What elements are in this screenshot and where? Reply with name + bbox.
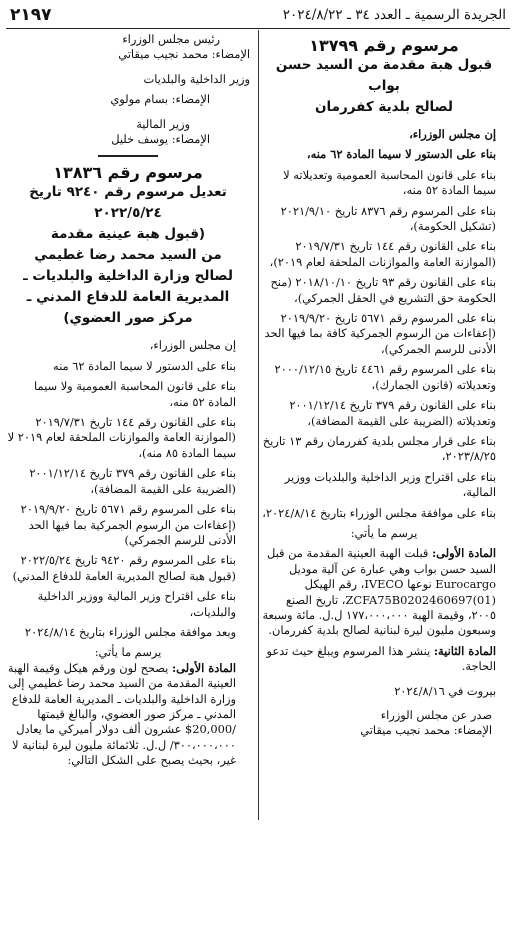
decree-number: مرسوم رقم ١٣٨٣٦ [53,163,203,183]
interior-signature: الإمضاء: بسام مولوي [110,92,210,107]
decree-title-line: تعديل مرسوم رقم ٩٢٤٠ تاريخ ٢٠٢٢/٥/٢٤ [29,184,227,222]
separator-line [98,155,158,157]
basis-line: بناء على القانون رقم ٣٧٩ تاريخ ٢٠٠١/١٢/١٤ (الضريبة على القيمة المضافة)، [29,466,236,496]
basis-line: بناء على المرسوم رقم ٥٦٧١ تاريخ ٢٠١٩/٩/٢٠ (إعفاءات من الرسوم الجمركية كافة بما فيها الحد الأدنى للرسم الجمركي)، [264,311,496,356]
date-line: بيروت في ٢٠٢٤/٨/١٦ [394,683,496,698]
basis-line: بناء على الدستور لا سيما المادة ٦٢ منه، [306,147,496,162]
page-header [6,4,510,29]
council-line: إن مجلس الوزراء، [149,338,236,353]
basis-line: بناء على القانون رقم ٣٧٩ تاريخ ٢٠٠١/١٢/١٤ وتعديلاته (الضريبة على القيمة المضافة)، [289,398,496,428]
finance-title: وزير المالية [136,116,190,131]
basis-line: بناء على اقتراح وزير الداخلية والبلديات ووزير المالية، [284,469,496,500]
interior-title: وزير الداخلية والبلديات [143,71,250,86]
article-2 [258,644,510,675]
page-number: ٢١٩٧ [10,5,52,25]
article-label: المادة الثانية: [433,643,496,658]
basis-line: بناء على قرار مجلس بلدية كفررمان رقم ١٣ تاريخ ٢٠٢٣/٨/٢٥، [262,433,496,464]
basis-line: بناء على موافقة مجلس الوزراء بتاريخ ٢٠٢٤/٨/١٤، [262,505,496,520]
basis-line: بناء على الدستور لا سيما المادة ٦٢ منه [53,358,236,373]
decree-title-line: (قبول هبة عينية مقدمة [50,226,206,243]
article-text: قبلت الهبة العينية المقدمة من قبل السيد حسن بواب وهي عبارة عن آلية موديل Eurocargo نوعها IVECO، رقم الهيكل ZCFA75B0202460697(01)، تاريخ الصنع ٢٠٠٥، وقيمة الهبة ١٧٧،٠٠٠،٠٠٠ ل.ل. مائة وسبعة وسبعون مليون ليرة لبنانية لصالح بلدية كفررمان. [262,546,496,638]
basis-line: بناء على المرسوم رقم ٥٦٧١ تاريخ ٢٠١٩/٩/٢٠ (إعفاءات من الرسوم الجمركية بما فيها الحد الأدنى للرسم الجمركي) [20,502,236,547]
council-line: إن مجلس الوزراء، [409,127,496,141]
pm-signature: الإمضاء: محمد نجيب ميقاتي [118,47,250,62]
basis-line: بناء على قانون المحاسبة العمومية ولا سيما المادة ٥٢ منه، [34,379,236,409]
decree-title-line: قبول هبة مقدمة من السيد حسن بواب [275,57,493,94]
basis-line: بناء على المرسوم رقم ٩٤٢٠ تاريخ ٢٠٢٢/٥/٢٤ (قبول هبة لصالح المديرية العامة للدفاع المدني) [12,553,236,583]
decree-title-line: مركز صور العضوي) [63,310,193,327]
article-text: يصحح لون ورقم هيكل وقيمة الهبة العينية المقدمة من السيد محمد رضا غطيمي إلى وزارة الداخلية والبلديات ـ المديرية العامة للدفاع المدني ـ مركز صور العضوي، والبالغ قيمتها ‎$20,000/‎ عشرون ألف دولار أميركي ما يعادل ٣٠٠،٠٠٠،٠٠٠/ ل.ل. ثلاثمائة مليون ليرة لبنانية لا غير، بحيث يصبح على الشكل التالي: [7,660,236,768]
decree-title-line: من السيد محمد رضا غطيمي [34,247,222,264]
decree-title-line: لصالح وزارة الداخلية والبلديات ـ [23,268,233,285]
signature: الإمضاء: محمد نجيب ميقاتي [360,723,492,738]
pm-title: رئيس مجلس الوزراء [122,32,220,46]
finance-signature: الإمضاء: يوسف خليل [111,132,210,147]
basis-line: بناء على المرسوم رقم ٨٣٧٦ تاريخ ٢٠٢١/٩/١٠ (تشكيل الحكومة)، [280,203,496,234]
left-column [6,32,250,769]
basis-line: وبعد موافقة مجلس الوزراء بتاريخ ٢٠٢٤/٨/١٤ [24,624,236,639]
basis-line: بناء على القانون رقم ١٤٤ تاريخ ٢٠١٩/٧/٣١ (الموازنة العامة والموازنات الملحقة لعام ٢٠١٩ لا سيما المادة ٨٥ منه)، [7,415,236,460]
decree-number: مرسوم رقم ١٣٧٩٩ [309,36,459,55]
decrees-line: يرسم ما يأتي: [94,645,162,660]
article-1 [258,546,510,638]
article-label: المادة الأولى: [431,546,496,561]
article-label: المادة الأولى: [171,660,236,675]
basis-line: بناء على قانون المحاسبة العمومية وتعديلاته لا سيما المادة ٥٢ منه، [283,167,496,198]
basis-line: بناء على المرسوم رقم ٤٤٦١ تاريخ ٢٠٠٠/١٢/١٥ وتعديلاته (قانون الجمارك)، [274,362,496,392]
decrees-line: يرسم ما يأتي: [350,525,418,540]
basis-line: بناء على القانون رقم ١٤٤ تاريخ ٢٠١٩/٧/٣١ (الموازنة العامة والموازنات الملحقة لعام ٢٠١٩)، [269,239,496,269]
basis-line: بناء على اقتراح وزير المالية ووزير الداخلية والبلديات، [37,589,236,619]
right-column [258,36,510,739]
basis-line: بناء على القانون رقم ٩٣ تاريخ ٢٠١٨/١٠/١٠ (منح الحكومة حق التشريع في الحقل الجمركي)، [270,275,496,305]
decree-title-line: المديرية العامة للدفاع المدني ـ [26,289,230,306]
article-1 [6,661,250,769]
decree-title-line: لصالح بلدية كفررمان [315,99,453,115]
article-text: ينشر هذا المرسوم ويبلغ حيث تدعو الحاجة. [266,643,496,674]
gazette-title: الجريدة الرسمية ـ العدد ٣٤ ـ ٢٠٢٤/٨/٢٢ [282,7,506,23]
issued-by: صدر عن مجلس الوزراء [380,708,492,722]
